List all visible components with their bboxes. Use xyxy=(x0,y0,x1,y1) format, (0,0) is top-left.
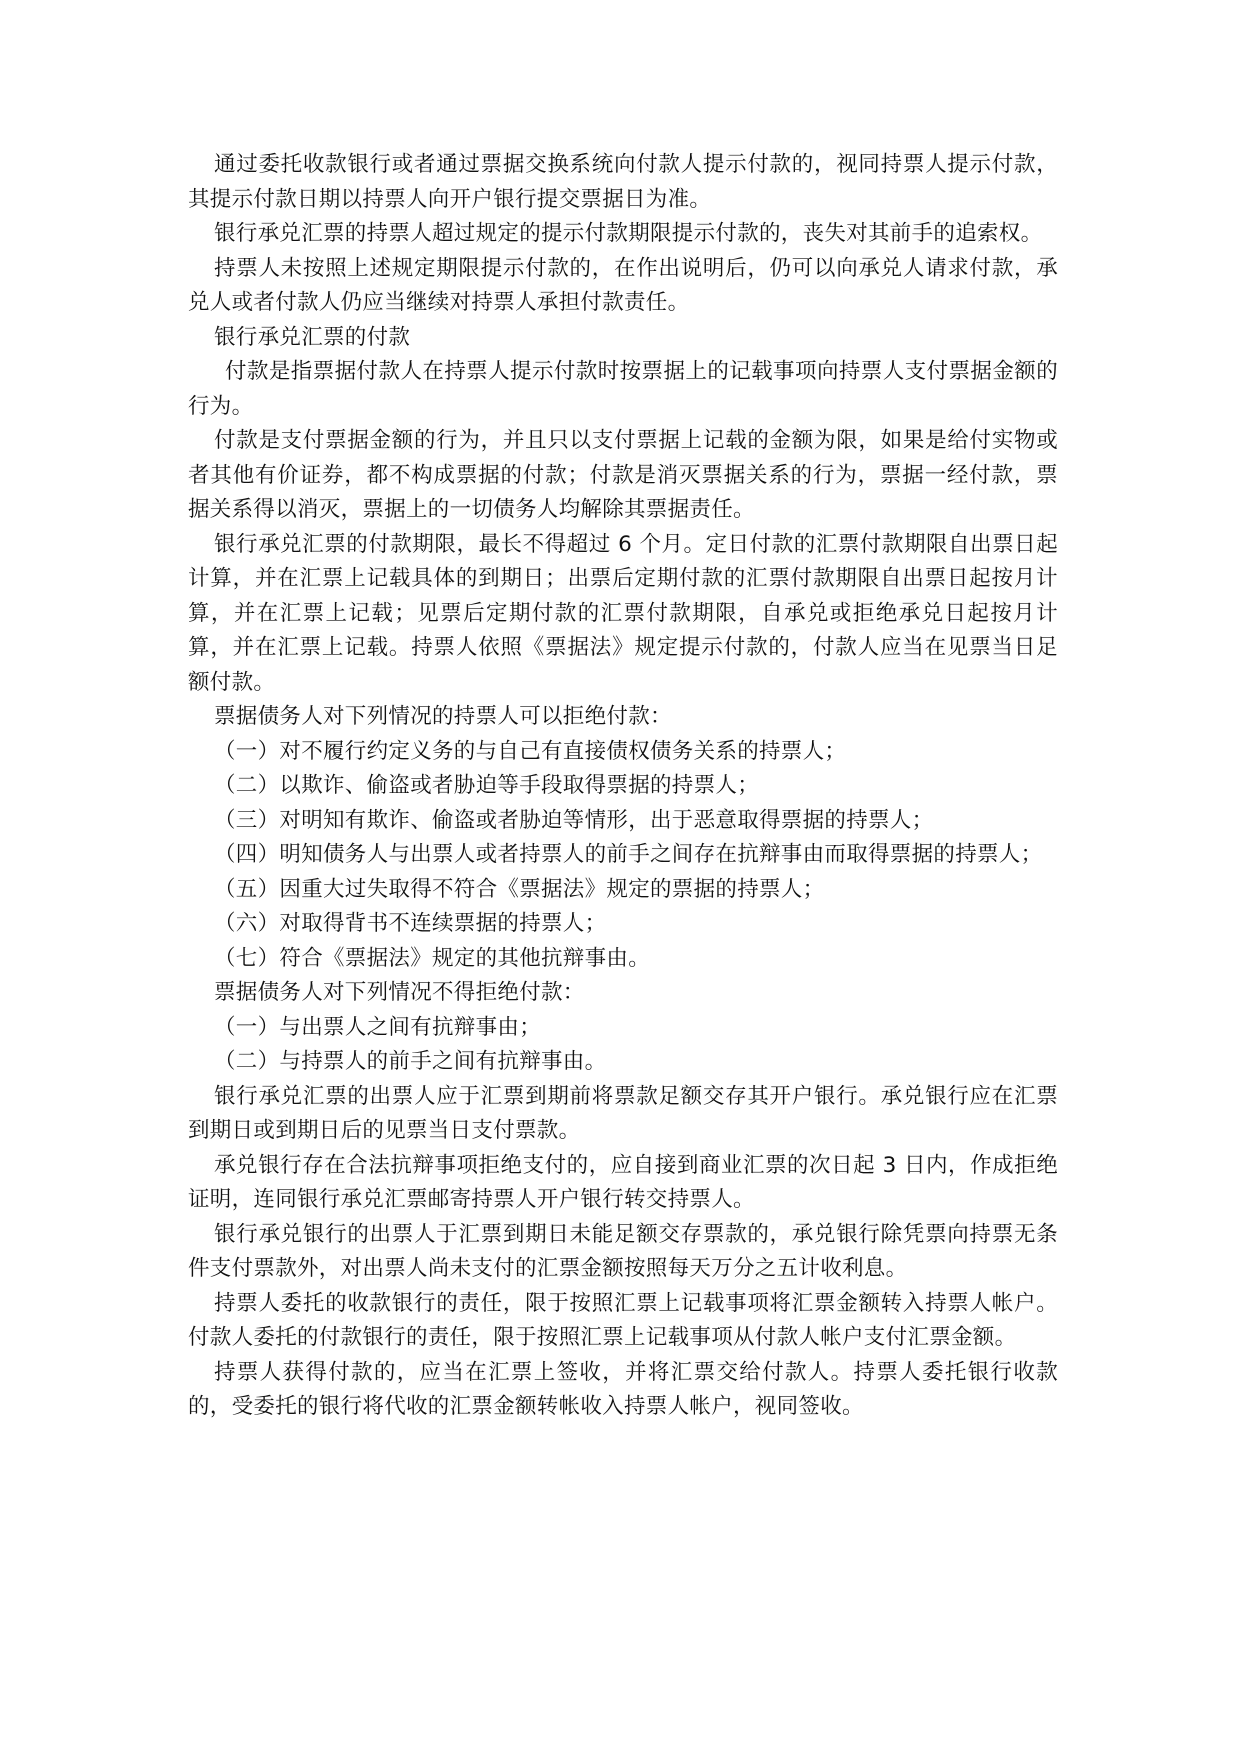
paragraph: 票据债务人对下列情况不得拒绝付款： xyxy=(214,980,585,1005)
list-item: （四）明知债务人与出票人或者持票人的前手之间存在抗辩事由而取得票据的持票人； xyxy=(214,842,1043,867)
paragraph: 持票人未按照上述规定期限提示付款的，在作出说明后，仍可以向承兑人请求付款，承兑人或者付款人仍应当继续对持票人承担付款责任。 xyxy=(188,255,1058,315)
paragraph: 票据债务人对下列情况的持票人可以拒绝付款： xyxy=(214,704,672,729)
paragraph: 持票人委托的收款银行的责任，限于按照汇票上记载事项将汇票金额转入持票人帐户。付款人委托的付款银行的责任，限于按照汇票上记载事项从付款人帐户支付汇票金额。 xyxy=(188,1290,1058,1350)
paragraph: 银行承兑汇票的出票人应于汇票到期前将票款足额交存其开户银行。承兑银行应在汇票到期日或到期日后的见票当日支付票款。 xyxy=(188,1083,1058,1143)
list-item: （五）因重大过失取得不符合《票据法》规定的票据的持票人； xyxy=(214,876,825,902)
document-body xyxy=(188,148,1058,1425)
list-item: （一）对不履行约定义务的与自己有直接债权债务关系的持票人； xyxy=(214,738,847,764)
list-item: （六）对取得背书不连续票据的持票人； xyxy=(214,911,607,936)
paragraph: 持票人获得付款的，应当在汇票上签收，并将汇票交给付款人。持票人委托银行收款的，受委托的银行将代收的汇票金额转帐收入持票人帐户，视同签收。 xyxy=(188,1359,1058,1419)
list-item: （七）符合《票据法》规定的其他抗辩事由。 xyxy=(214,945,651,971)
paragraph: 银行承兑汇票的付款期限，最长不得超过 6 个月。定日付款的汇票付款期限自出票日起计算，并在汇票上记载具体的到期日；出票后定期付款的汇票付款期限自出票日起按月计算，并在汇票上记载；见票后定期付款的汇票付款期限，自承兑或拒绝承兑日起按月计算，并在汇票上记载。持票人依照《票据法》规定提示付款的，付款人应当在见票当日足额付款。 xyxy=(188,531,1058,695)
paragraph: 付款是指票据付款人在持票人提示付款时按票据上的记载事项向持票人支付票据金额的行为。 xyxy=(188,359,1058,419)
paragraph: 银行承兑银行的出票人于汇票到期日未能足额交存票款的，承兑银行除凭票向持票无条件支付票款外，对出票人尚未支付的汇票金额按照每天万分之五计收利息。 xyxy=(188,1221,1058,1281)
list-item: （一）与出票人之间有抗辩事由； xyxy=(214,1014,542,1040)
list-item: （二）以欺诈、偷盗或者胁迫等手段取得票据的持票人； xyxy=(214,773,760,798)
paragraph: 承兑银行存在合法抗辩事项拒绝支付的，应自接到商业汇票的次日起 3 日内，作成拒绝证明，连同银行承兑汇票邮寄持票人开户银行转交持票人。 xyxy=(188,1152,1058,1212)
list-item: （二）与持票人的前手之间有抗辩事由。 xyxy=(214,1049,607,1074)
section-heading: 银行承兑汇票的付款 xyxy=(214,324,411,350)
paragraph: 付款是支付票据金额的行为，并且只以支付票据上记载的金额为限，如果是给付实物或者其他有价证券，都不构成票据的付款；付款是消灭票据关系的行为，票据一经付款，票据关系得以消灭，票据上的一切债务人均解除其票据责任。 xyxy=(188,428,1058,522)
paragraph: 银行承兑汇票的持票人超过规定的提示付款期限提示付款的，丧失对其前手的追索权。 xyxy=(214,221,1043,246)
list-item: （三）对明知有欺诈、偷盗或者胁迫等情形，出于恶意取得票据的持票人； xyxy=(214,807,934,833)
paragraph: 通过委托收款银行或者通过票据交换系统向付款人提示付款的，视同持票人提示付款，其提示付款日期以持票人向开户银行提交票据日为准。 xyxy=(188,152,1058,212)
